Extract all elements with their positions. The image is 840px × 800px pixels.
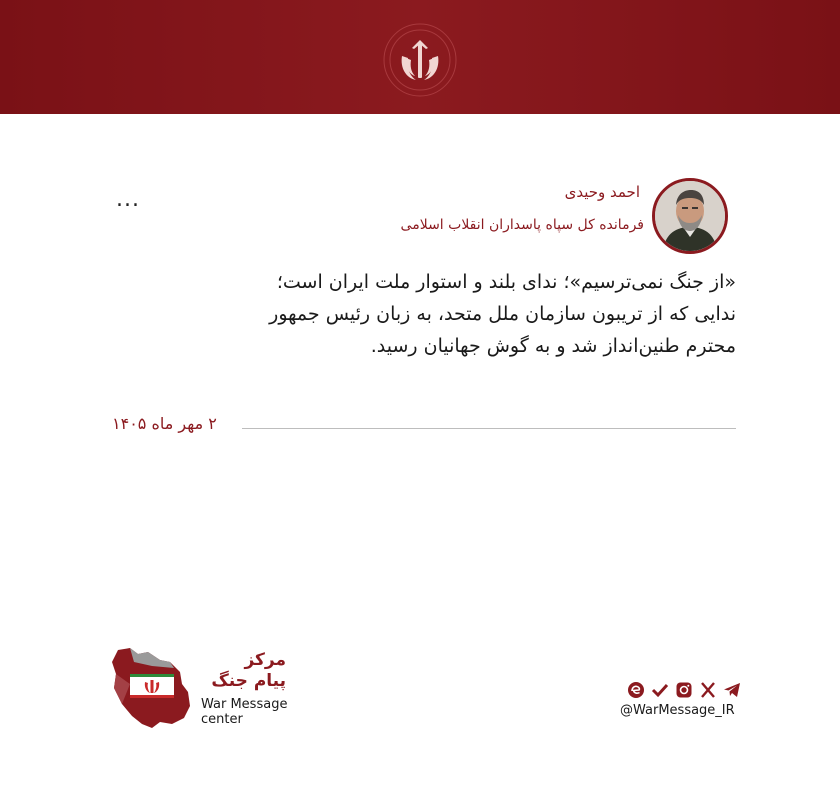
brand-title-fa-line: پیام جنگ <box>211 671 286 691</box>
header-banner <box>0 0 840 114</box>
author-title: فرمانده کل سپاه پاسداران انقلاب اسلامی <box>400 217 644 233</box>
brand-title-en <box>201 697 287 727</box>
post-date-row <box>112 412 736 442</box>
social-links <box>626 680 742 700</box>
avatar-portrait-icon <box>655 181 725 251</box>
author-name[interactable]: احمد وحیدی <box>564 183 640 201</box>
brand-title-fa-line: مرکز <box>244 650 286 670</box>
telegram-icon[interactable] <box>722 680 742 700</box>
brand-title-en-line: center <box>201 712 243 727</box>
more-options-button[interactable]: ... <box>116 187 140 212</box>
brand-title-en-line: War Message <box>201 697 288 712</box>
brand-title-fa <box>204 650 286 692</box>
post-body-line: ندایی که از تریبون سازمان ملل متحد، به زبان رئیس جمهور <box>269 303 736 325</box>
date-divider <box>242 428 736 429</box>
social-handle[interactable]: @WarMessage_IR <box>620 703 735 718</box>
iran-map-logo-icon <box>108 644 192 730</box>
instagram-icon[interactable] <box>674 680 694 700</box>
post-body-line: محترم طنین‌انداز شد و به گوش جهانیان رسید. <box>370 335 736 357</box>
avatar[interactable] <box>652 178 728 254</box>
post-body-line: «از جنگ نمی‌ترسیم»؛ ندای بلند و استوار ملت ایران است؛ <box>276 271 736 293</box>
eitaa-check-icon[interactable] <box>650 680 670 700</box>
post-date: ۲ مهر ماه ۱۴۰۵ <box>112 414 217 433</box>
iran-emblem-icon <box>382 22 458 98</box>
x-icon[interactable] <box>698 680 718 700</box>
post-body <box>104 266 736 362</box>
eitaa-icon[interactable] <box>626 680 646 700</box>
